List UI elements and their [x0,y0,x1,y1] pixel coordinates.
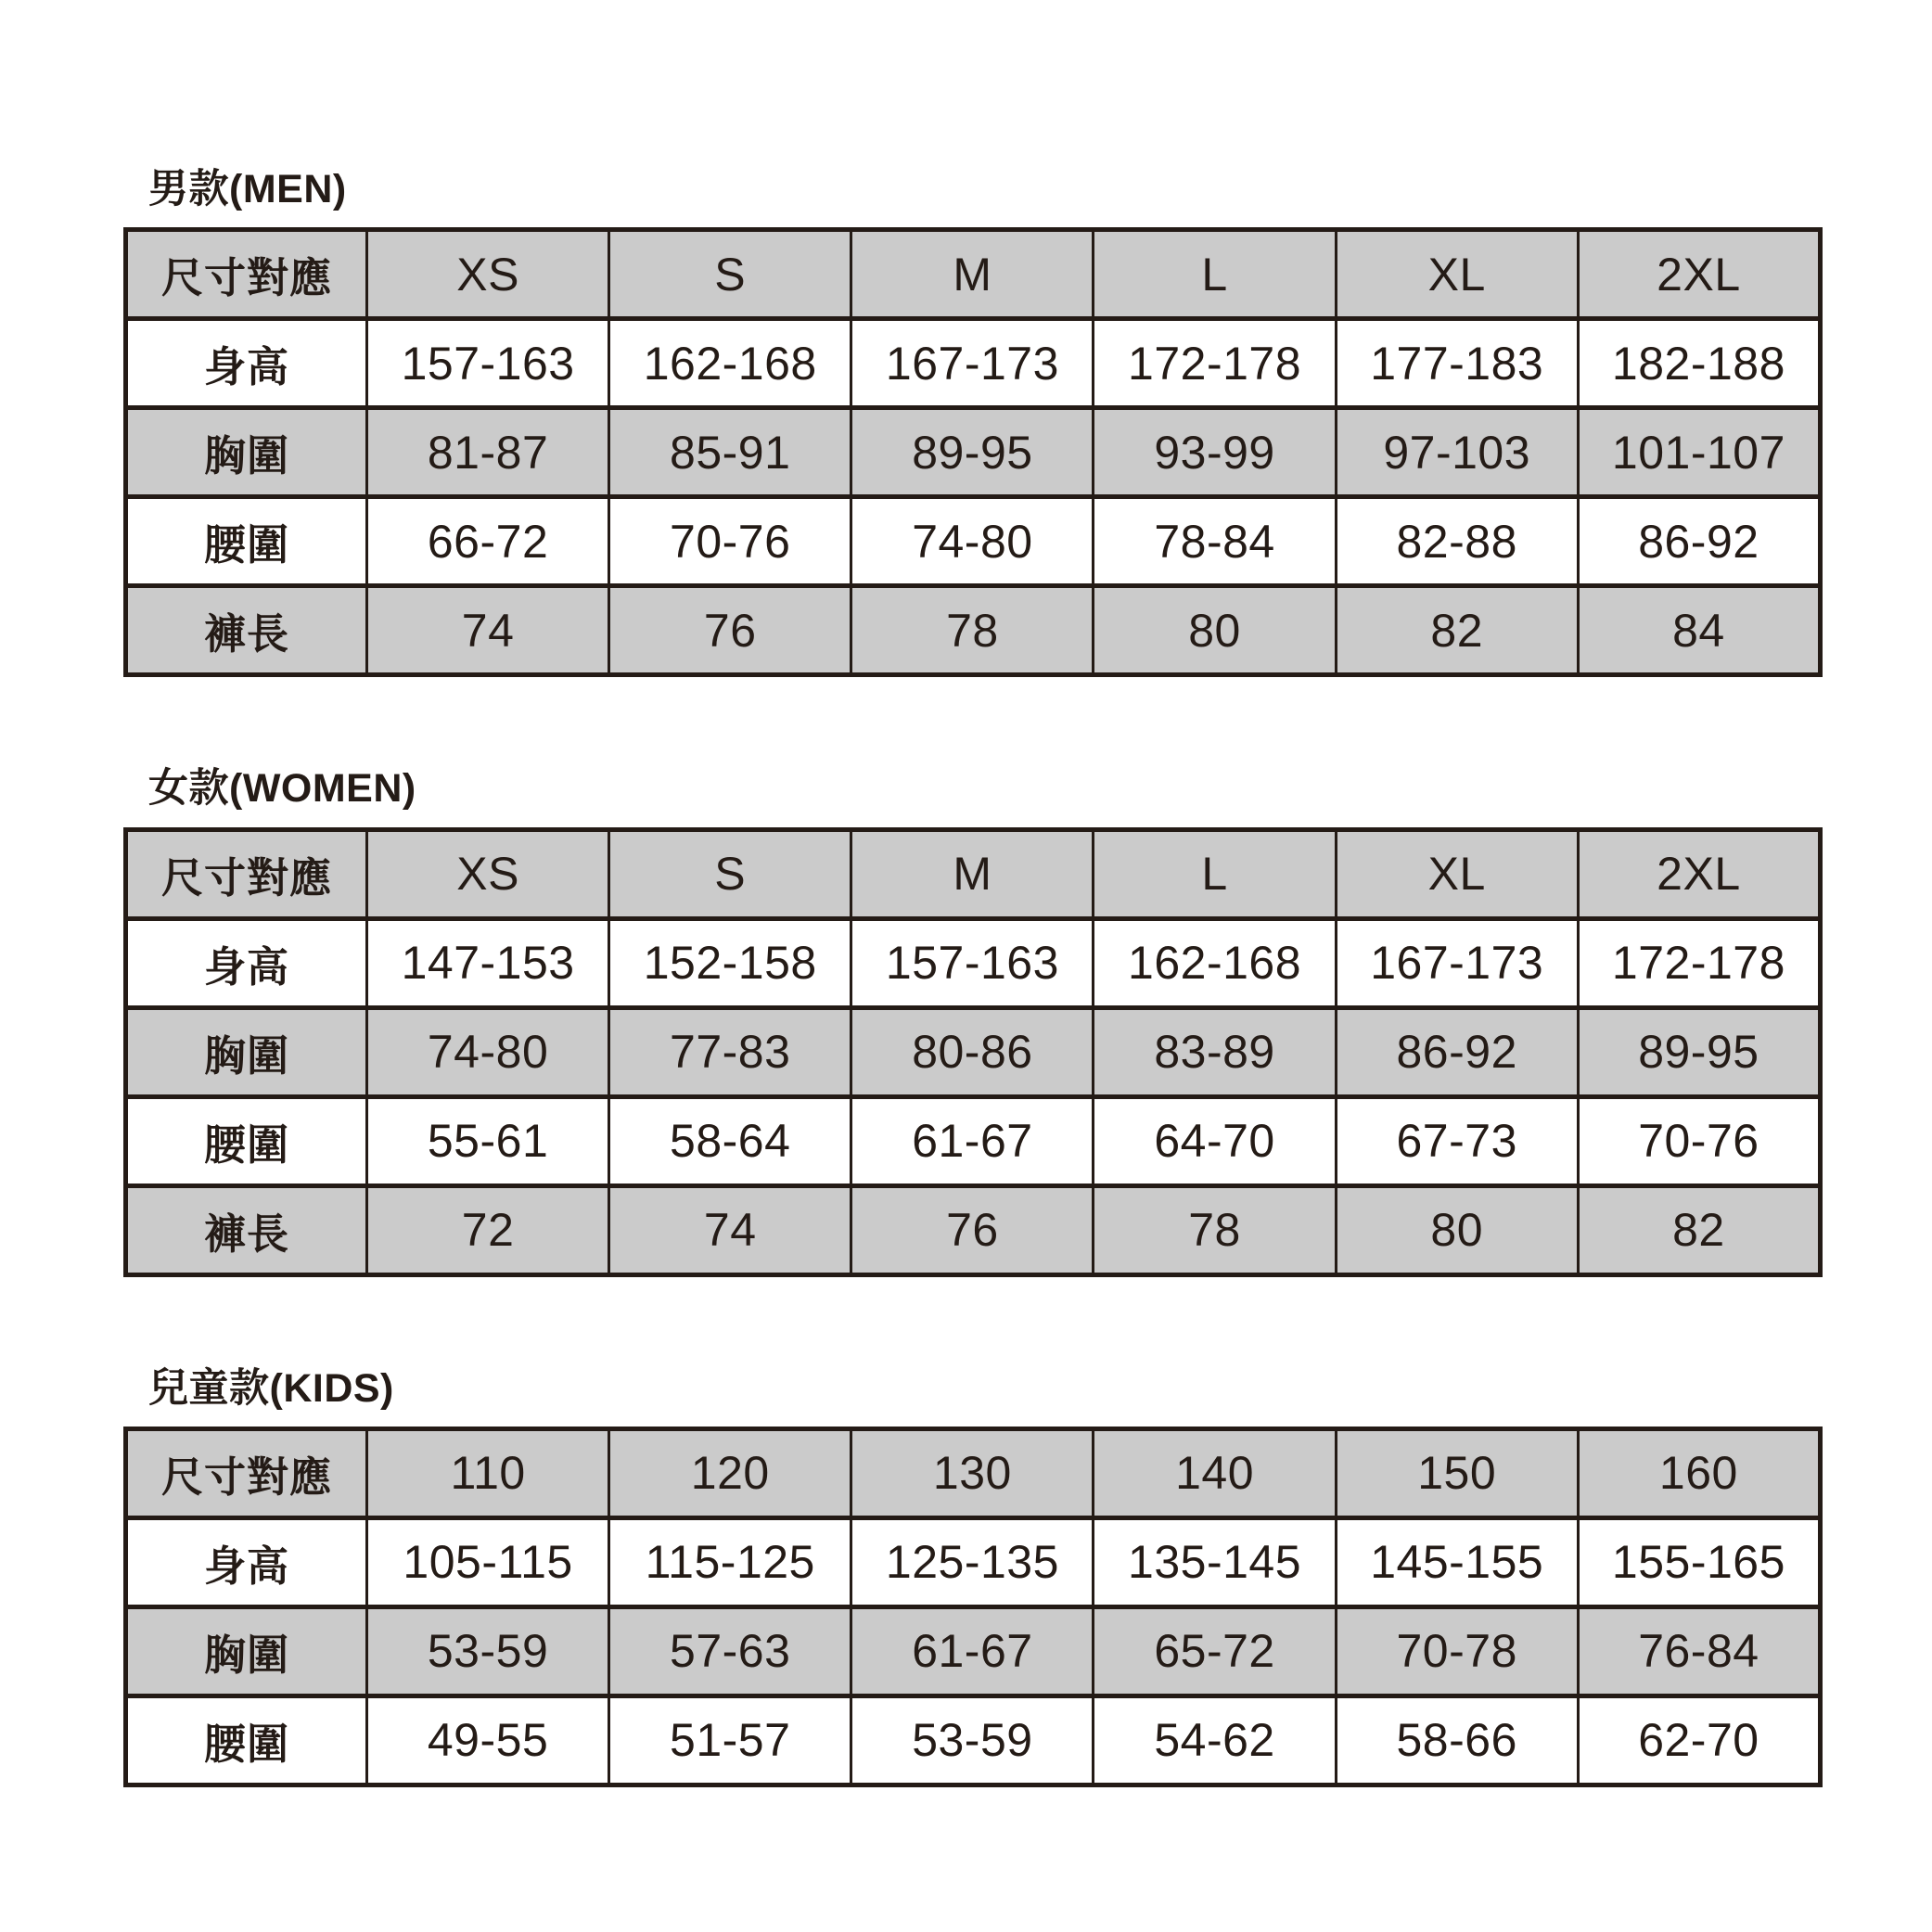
section-title-women: 女款(WOMEN) [148,766,416,812]
column-header-cell: M [851,230,1094,319]
row-label-cell: 身高 [126,1517,367,1606]
value-cell: 74 [367,586,609,675]
value-cell: 65-72 [1094,1606,1336,1695]
column-header-cell: L [1094,230,1336,319]
value-cell: 83-89 [1094,1007,1336,1096]
table-row [126,1517,1821,1606]
value-cell: 125-135 [851,1517,1094,1606]
value-cell: 147-153 [367,918,609,1007]
value-cell: 162-168 [1094,918,1336,1007]
row-label-cell: 腰圍 [126,1096,367,1185]
column-header-cell: 150 [1336,1428,1578,1517]
value-cell: 62-70 [1578,1695,1820,1785]
column-header-cell: XS [367,829,609,918]
value-cell: 80 [1094,586,1336,675]
value-cell: 135-145 [1094,1517,1336,1606]
value-cell: 162-168 [609,319,851,408]
table-row [126,497,1821,586]
value-cell: 97-103 [1336,408,1578,497]
value-cell: 101-107 [1578,408,1820,497]
column-header-cell: 2XL [1578,829,1820,918]
value-cell: 82-88 [1336,497,1578,586]
value-cell: 70-78 [1336,1606,1578,1695]
corner-label-cell: 尺寸對應 [126,829,367,918]
column-header-cell: 140 [1094,1428,1336,1517]
size-section-men [123,168,1823,677]
table-row [126,918,1821,1007]
value-cell: 172-178 [1578,918,1820,1007]
table-row [126,408,1821,497]
value-cell: 152-158 [609,918,851,1007]
value-cell: 78-84 [1094,497,1336,586]
row-label-cell: 褲長 [126,1185,367,1274]
table-row [126,319,1821,408]
value-cell: 157-163 [367,319,609,408]
value-cell: 78 [1094,1185,1336,1274]
corner-label-cell: 尺寸對應 [126,230,367,319]
row-label-cell: 身高 [126,319,367,408]
value-cell: 85-91 [609,408,851,497]
value-cell: 157-163 [851,918,1094,1007]
size-section-women [123,767,1823,1276]
value-cell: 54-62 [1094,1695,1336,1785]
table-row [126,1695,1821,1785]
section-title-men: 男款(MEN) [148,167,347,211]
header-row [126,1428,1821,1517]
value-cell: 155-165 [1578,1517,1820,1606]
column-header-cell: M [851,829,1094,918]
column-header-cell: 120 [609,1428,851,1517]
value-cell: 182-188 [1578,319,1820,408]
value-cell: 82 [1336,586,1578,675]
header-row [126,230,1821,319]
value-cell: 89-95 [851,408,1094,497]
value-cell: 55-61 [367,1096,609,1185]
column-header-cell: L [1094,829,1336,918]
value-cell: 74-80 [367,1007,609,1096]
value-cell: 93-99 [1094,408,1336,497]
size-table-men [123,227,1823,677]
column-header-cell: 160 [1578,1428,1820,1517]
value-cell: 64-70 [1094,1096,1336,1185]
value-cell: 82 [1578,1185,1820,1274]
value-cell: 76 [851,1185,1094,1274]
value-cell: 115-125 [609,1517,851,1606]
size-table-kids [123,1427,1823,1787]
value-cell: 53-59 [851,1695,1094,1785]
table-row [126,1185,1821,1274]
row-label-cell: 胸圍 [126,1606,367,1695]
size-table-women [123,827,1823,1277]
column-header-cell: 2XL [1578,230,1820,319]
value-cell: 167-173 [1336,918,1578,1007]
value-cell: 78 [851,586,1094,675]
value-cell: 76-84 [1578,1606,1820,1695]
column-header-cell: 110 [367,1428,609,1517]
value-cell: 74-80 [851,497,1094,586]
value-cell: 70-76 [609,497,851,586]
value-cell: 77-83 [609,1007,851,1096]
value-cell: 70-76 [1578,1096,1820,1185]
value-cell: 67-73 [1336,1096,1578,1185]
column-header-cell: 130 [851,1428,1094,1517]
value-cell: 167-173 [851,319,1094,408]
value-cell: 86-92 [1336,1007,1578,1096]
value-cell: 177-183 [1336,319,1578,408]
value-cell: 53-59 [367,1606,609,1695]
value-cell: 84 [1578,586,1820,675]
value-cell: 58-66 [1336,1695,1578,1785]
row-label-cell: 褲長 [126,586,367,675]
value-cell: 89-95 [1578,1007,1820,1096]
value-cell: 61-67 [851,1606,1094,1695]
value-cell: 72 [367,1185,609,1274]
value-cell: 66-72 [367,497,609,586]
row-label-cell: 腰圍 [126,1695,367,1785]
table-row [126,1007,1821,1096]
table-row [126,1096,1821,1185]
column-header-cell: XS [367,230,609,319]
row-label-cell: 胸圍 [126,1007,367,1096]
column-header-cell: S [609,230,851,319]
value-cell: 61-67 [851,1096,1094,1185]
value-cell: 51-57 [609,1695,851,1785]
value-cell: 80-86 [851,1007,1094,1096]
value-cell: 76 [609,586,851,675]
column-header-cell: S [609,829,851,918]
column-header-cell: XL [1336,829,1578,918]
section-title-kids: 兒童款(KIDS) [148,1365,394,1411]
value-cell: 49-55 [367,1695,609,1785]
row-label-cell: 身高 [126,918,367,1007]
value-cell: 172-178 [1094,319,1336,408]
size-section-kids [123,1367,1823,1787]
value-cell: 57-63 [609,1606,851,1695]
value-cell: 86-92 [1578,497,1820,586]
value-cell: 145-155 [1336,1517,1578,1606]
value-cell: 80 [1336,1185,1578,1274]
value-cell: 105-115 [367,1517,609,1606]
row-label-cell: 胸圍 [126,408,367,497]
header-row [126,829,1821,918]
table-row [126,1606,1821,1695]
value-cell: 58-64 [609,1096,851,1185]
column-header-cell: XL [1336,230,1578,319]
value-cell: 81-87 [367,408,609,497]
value-cell: 74 [609,1185,851,1274]
row-label-cell: 腰圍 [126,497,367,586]
corner-label-cell: 尺寸對應 [126,1428,367,1517]
table-row [126,586,1821,675]
